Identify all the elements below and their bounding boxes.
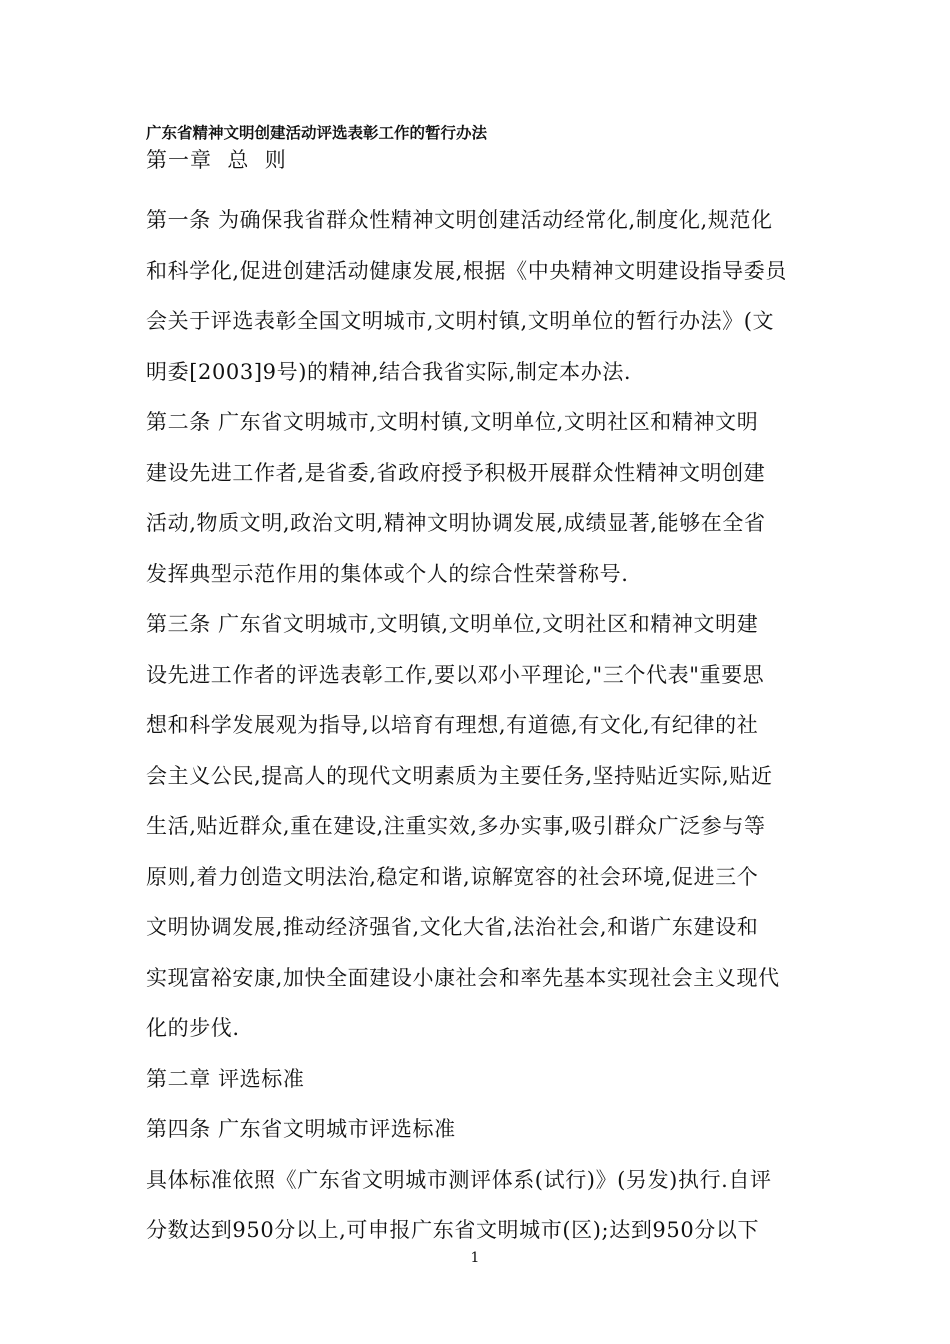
document-body: [146, 122, 810, 1256]
article-1-paragraph: 第一条 为确保我省群众性精神文明创建活动经常化,制度化,规范化 和科学化,促进创建活动健康发展,根据《中央精神文明建设指导委员 会关于评选表彰全国文明城市,文明村镇,文明单位的暂行办法》(文 明委[2003]9号)的精神,结合我省实际,制定本办法.: [146, 208, 787, 384]
article-2-paragraph: 第二条 广东省文明城市,文明村镇,文明单位,文明社区和精神文明 建设先进工作者,是省委,省政府授予积极开展群众性精神文明创建 活动,物质文明,政治文明,精神文明协调发展,成绩显著,能够在全省 发挥典型示范作用的集体或个人的综合性荣誉称号.: [146, 410, 766, 586]
article-4-paragraph: 具体标准依照《广东省文明城市测评体系(试行)》(另发)执行.自评 分数达到950分以上,可申报广东省文明城市(区);达到950分以下: [146, 1167, 772, 1242]
article-3-paragraph: 第三条 广东省文明城市,文明镇,文明单位,文明社区和精神文明建 设先进工作者的评选表彰工作,要以邓小平理论,"三个代表"重要思 想和科学发展观为指导,以培育有理想,有道德,有文化,有纪律的社 会主义公民,提高人的现代文明素质为主要任务,坚持贴近实际,贴近 生活,贴近群众,重在建设,注重实效,多办实事,吸引群众广泛参与等 原则,着力创造文明法治,稳定和谐,谅解宽容的社会环境,促进三个 文明协调发展,推动经济强省,文化大省,法治社会,和谐广东建设和 实现富裕安康,加快全面建设小康社会和率先基本实现社会主义现代 化的步伐.: [146, 612, 780, 1040]
page-number: 1: [470, 1250, 480, 1266]
document-title: 广东省精神文明创建活动评选表彰工作的暂行办法: [146, 124, 488, 142]
chapter-heading-criteria: 第二章 评选标准: [146, 1066, 305, 1091]
chapter-heading-general: 第一章 总 则: [146, 148, 287, 172]
article-4-heading: 第四条 广东省文明城市评选标准: [146, 1117, 456, 1141]
